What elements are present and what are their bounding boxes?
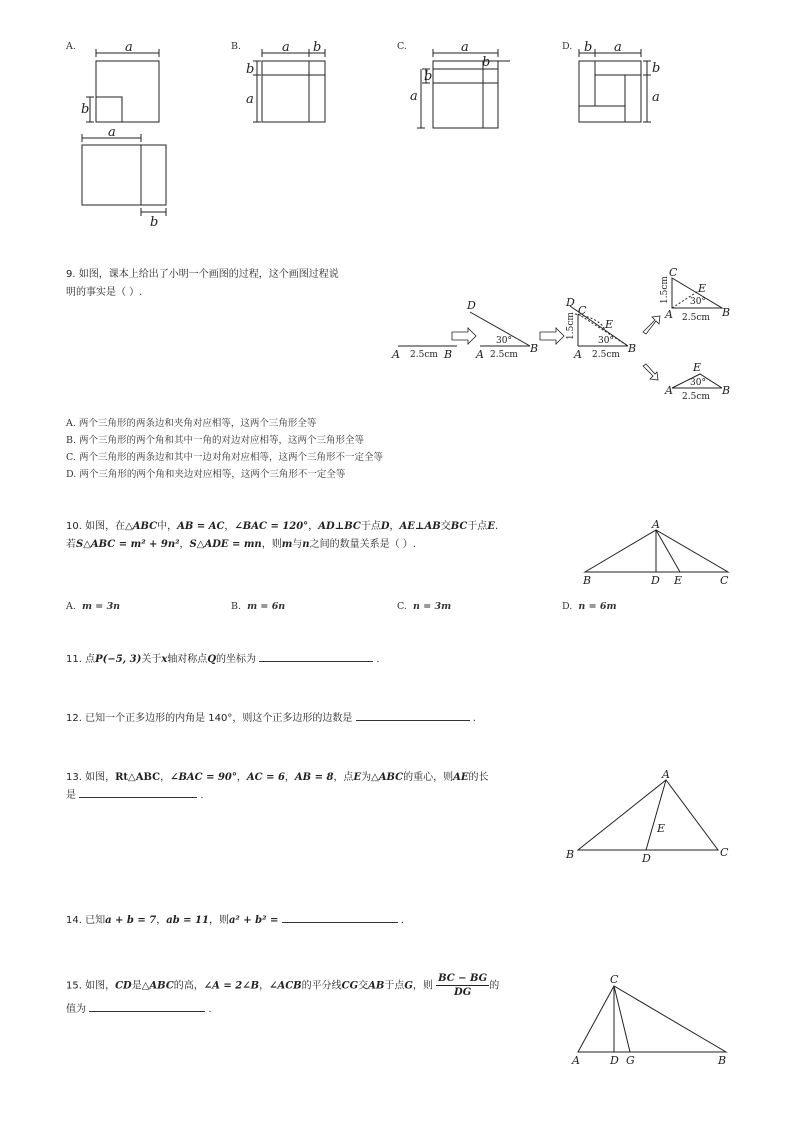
q9-f4-C: C (669, 266, 678, 279)
q10-option-a[interactable]: A. m = 3n (66, 601, 121, 612)
q10-option-b[interactable]: B. m = 6n (231, 601, 286, 612)
q11-text: 11. 点P(−5, 3)关于x轴对称点Q的坐标为 . (66, 651, 380, 669)
q8-b-label-a2: a (246, 92, 254, 107)
q9-f2-B: B (530, 342, 539, 355)
q9-line2: 明的事实是（ ）. (66, 287, 143, 298)
q9-f4-B: B (722, 306, 731, 319)
q9-f3-C: C (578, 304, 587, 317)
q9-f5-angle: 30° (690, 378, 706, 388)
q13-fig-C: C (720, 846, 729, 859)
q15-fig-C: C (610, 973, 619, 986)
q9-f5-A: A (665, 384, 673, 397)
q9-option-b[interactable]: B. 两个三角形的两个角和其中一角的对边对应相等，这两个三角形全等 (66, 435, 365, 446)
q10-fig-C: C (720, 574, 729, 587)
q9-f2-len: 2.5cm (490, 350, 518, 360)
q9-f3-B: B (628, 342, 637, 355)
q13-fig-E: E (657, 822, 666, 835)
q13-fig-D: D (642, 852, 651, 865)
q10-option-d[interactable]: D. n = 6m (562, 601, 617, 612)
q9-f4-h: 1.5cm (660, 276, 670, 304)
q15-line2: 值为 . (66, 1001, 499, 1019)
q9-f3-h: 1.5cm (566, 312, 576, 340)
q9-option-c[interactable]: C. 两个三角形的两条边和其中一边对角对应相等，这两个三角形不一定全等 (66, 452, 383, 463)
q8-d-label-a2: a (652, 90, 660, 105)
q8-b-label-a: a (282, 40, 290, 55)
q15-fig-G: G (626, 1054, 635, 1067)
q14-text: 14. 已知a + b = 7，ab = 11，则a² + b² = . (66, 912, 404, 930)
q8-c-label-b2: b (424, 69, 433, 84)
q9-f3-angle: 30° (598, 336, 614, 346)
q9-f2-D: D (467, 299, 476, 312)
q8-option-c-letter[interactable]: C. (397, 41, 407, 52)
q8-c-label-b: b (482, 55, 491, 70)
q8-b-label-b2: b (246, 62, 255, 77)
q10-line2: 若S△ABC = m² + 9n²，S△ADE = mn，则m与n之间的数量关系是（ ）. (66, 539, 416, 550)
q15-fig-A: A (572, 1054, 580, 1067)
q9-f5-B: B (722, 384, 731, 397)
q9-f1-B: B (444, 348, 453, 361)
q8-option-d-letter[interactable]: D. (562, 41, 573, 52)
q8-a-label-b: b (81, 102, 90, 117)
q13-line2: 是 . (66, 787, 489, 805)
q9-f3-D: D (566, 296, 575, 309)
q9-option-d[interactable]: D. 两个三角形的两个角和夹边对应相等，这两个三角形不一定全等 (66, 469, 346, 480)
q10-line1: 10. 如图，在△ABC中，AB = AC，∠BAC = 120°，AD⊥BC于点D，AE⊥AB交BC于点E. (66, 521, 499, 532)
q8-c-label-a: a (461, 40, 469, 55)
q9-f5-len: 2.5cm (682, 392, 710, 402)
q10-option-c[interactable]: C. n = 3m (397, 601, 452, 612)
q15-fig-D: D (610, 1054, 619, 1067)
q10-fig-E: E (674, 574, 683, 587)
q9-f3-len: 2.5cm (592, 350, 620, 360)
q9-f4-len: 2.5cm (682, 313, 710, 323)
q15-fig-B: B (718, 1054, 727, 1067)
q9-f2-A: A (476, 348, 484, 361)
q9-f5-E: E (693, 361, 702, 374)
q8-option-b-letter[interactable]: B. (231, 41, 242, 52)
q8-b-label-b: b (313, 40, 322, 55)
q8-d-label-b: b (584, 40, 593, 55)
q8-d-label-a: a (614, 40, 622, 55)
q9-option-a[interactable]: A. 两个三角形的两条边和夹角对应相等，这两个三角形全等 (66, 418, 317, 429)
q9-f1-A: A (392, 348, 400, 361)
q15-fraction: $\frac{BC - BG}{DG}$ (438, 973, 488, 998)
q12-text: 12. 已知一个正多边形的内角是 140°，则这个正多边形的边数是 . (66, 710, 476, 728)
q9-f4-E: E (698, 282, 707, 295)
q8-a2-label-a: a (108, 125, 116, 140)
q8-d-label-b2: b (652, 61, 661, 76)
q9-f4-A: A (665, 308, 673, 321)
q13-fig-A: A (662, 768, 670, 781)
q9-f3-E: E (605, 318, 614, 331)
q9-f4-angle: 30° (690, 297, 706, 307)
q10-fig-D: D (651, 574, 660, 587)
q13-fig-B: B (566, 848, 575, 861)
q9-f1-len: 2.5cm (410, 350, 438, 360)
q10-fig-A: A (652, 518, 660, 531)
q15-line1: 15. 如图，CD是△ABC的高，∠A = 2∠B，∠ACB的平分线CG交AB于点G，则 $\frac{BC - BG}{DG}$ 的 (66, 973, 500, 998)
q9-f3-A: A (574, 348, 582, 361)
q8-option-a-letter[interactable]: A. (66, 41, 76, 52)
q9-line1: 9. 如图，课本上给出了小明一个画图的过程，这个画图过程说 (66, 269, 339, 280)
q13-line1: 13. 如图，Rt△ABC，∠BAC = 90°，AC = 6，AB = 8，点E为△ABC的重心，则AE的长 (66, 772, 489, 783)
q9-f2-angle: 30° (496, 336, 512, 346)
q8-c-label-a2: a (410, 89, 418, 104)
q8-a2-label-b: b (150, 215, 159, 230)
q10-fig-B: B (583, 574, 592, 587)
q8-a-label-a: a (125, 40, 133, 55)
